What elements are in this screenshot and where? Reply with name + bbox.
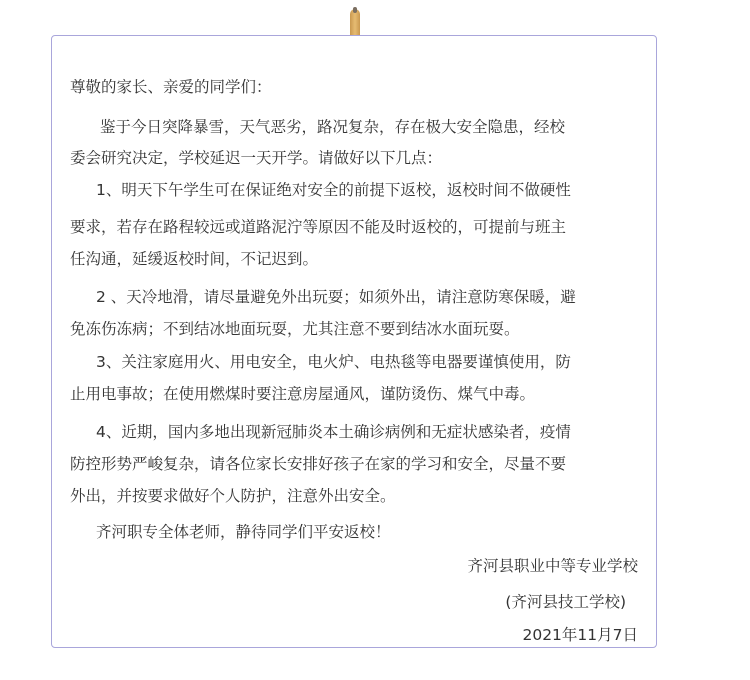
paragraph-point-1-line-1: 1、明天下午学生可在保证绝对安全的前提下返校，返校时间不做硬性 — [96, 181, 571, 199]
signature-alt-name: (齐河县技工学校) — [505, 593, 626, 611]
signature-school: 齐河县职业中等专业学校 — [467, 557, 638, 575]
paragraph-intro-line-2: 委会研究决定，学校延迟一天开学。请做好以下几点： — [70, 149, 443, 167]
signature-date: 2021年11月7日 — [522, 626, 638, 644]
paragraph-point-2-line-1: 2 、天冷地滑，请尽量避免外出玩耍；如须外出，请注意防寒保暖，避 — [96, 288, 576, 306]
paragraph-point-3-line-2: 止用电事故；在使用燃煤时要注意房屋通风，谨防烫伤、煤气中毒。 — [70, 385, 536, 403]
closing-line: 齐河职专全体老师，静待同学们平安返校！ — [96, 523, 391, 541]
paragraph-point-1-line-2: 要求，若存在路程较远或道路泥泞等原因不能及时返校的，可提前与班主 — [70, 218, 567, 236]
notice-card — [51, 35, 657, 648]
paragraph-point-1-line-3: 任沟通，延缓返校时间，不记迟到。 — [70, 250, 319, 268]
paragraph-point-3-line-1: 3、关注家庭用火、用电安全，电火炉、电热毯等电器要谨慎使用，防 — [96, 353, 571, 371]
paragraph-point-4-line-1: 4、近期，国内多地出现新冠肺炎本土确诊病例和无症状感染者，疫情 — [96, 423, 571, 441]
greeting: 尊敬的家长、亲爱的同学们： — [70, 78, 272, 96]
paragraph-point-4-line-3: 外出，并按要求做好个人防护，注意外出安全。 — [70, 487, 396, 505]
paragraph-point-2-line-2: 免冻伤冻病；不到结冰地面玩耍，尤其注意不要到结冰水面玩耍。 — [70, 320, 520, 338]
paragraph-intro-line-1: 鉴于今日突降暴雪，天气恶劣，路况复杂，存在极大安全隐患，经校 — [100, 118, 566, 136]
paragraph-point-4-line-2: 防控形势严峻复杂，请各位家长安排好孩子在家的学习和安全，尽量不要 — [70, 455, 567, 473]
